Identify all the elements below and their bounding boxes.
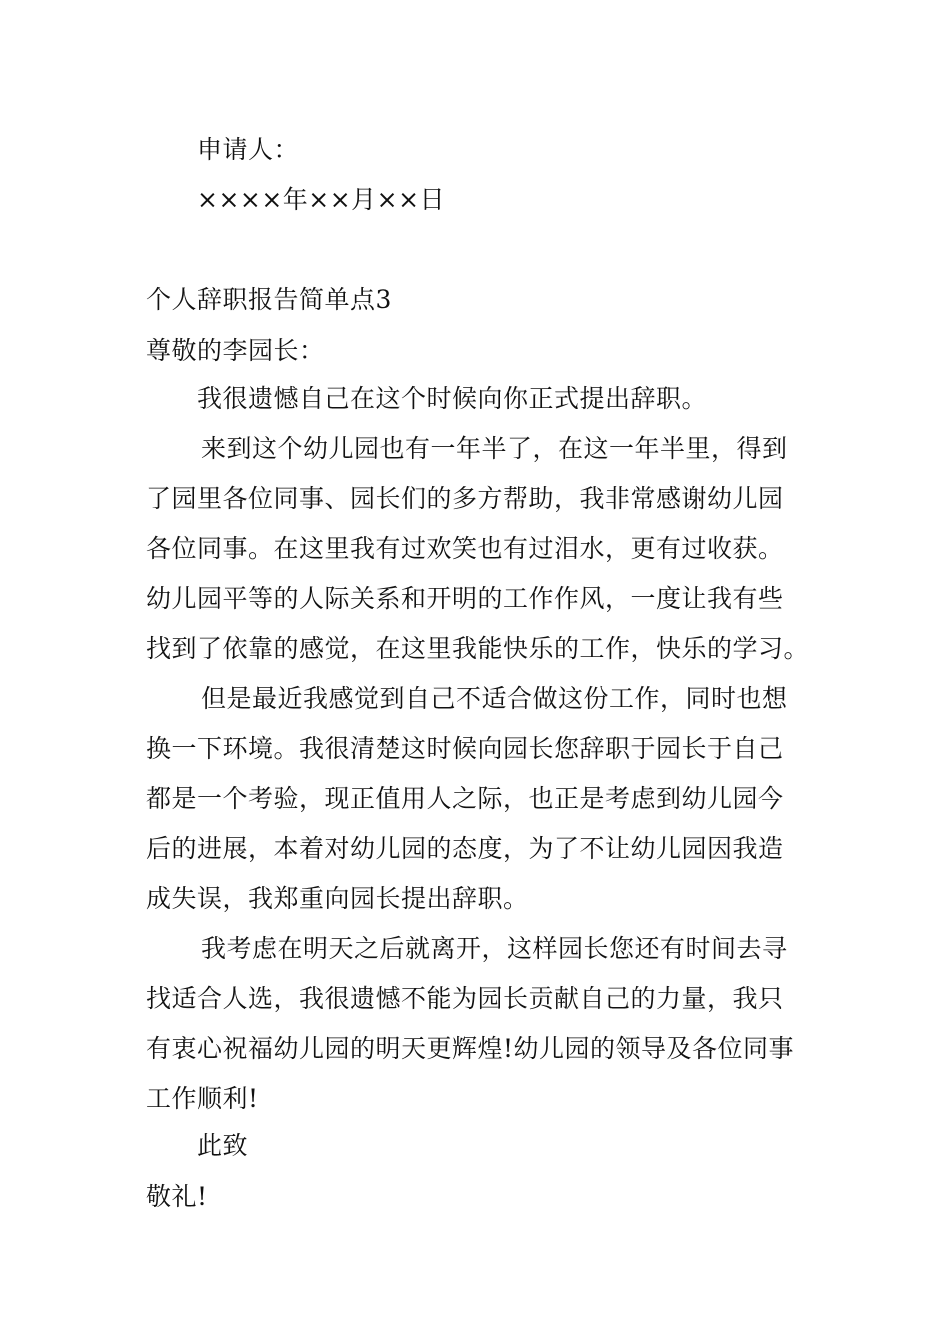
paragraph-line: 有衷心祝福幼儿园的明天更辉煌!幼儿园的领导及各位同事 <box>146 1034 795 1063</box>
paragraph-line: 都是一个考验，现正值用人之际，也正是考虑到幼儿园今 <box>146 784 784 813</box>
applicant-label: 申请人： <box>197 135 300 164</box>
closing-regards: 敬礼! <box>146 1182 208 1211</box>
salutation: 尊敬的李园长： <box>146 336 325 365</box>
paragraph-line: 找到了依靠的感觉，在这里我能快乐的工作，快乐的学习。 <box>146 634 810 663</box>
paragraph-line: 幼儿园平等的人际关系和开明的工作作风，一度让我有些 <box>146 584 784 613</box>
paragraph-line: 来到这个幼儿园也有一年半了，在这一年半里，得到 <box>201 434 788 463</box>
paragraph-line: 工作顺利! <box>146 1084 259 1113</box>
paragraph-line: 了园里各位同事、园长们的多方帮助，我非常感谢幼儿园 <box>146 484 784 513</box>
paragraph-line: 换一下环境。我很清楚这时候向园长您辞职于园长于自己 <box>146 734 784 763</box>
date-placeholder: ××××年××月××日 <box>197 185 446 214</box>
paragraph-line: 找适合人选，我很遗憾不能为园长贡献自己的力量，我只 <box>146 984 784 1013</box>
paragraph-line: 各位同事。在这里我有过欢笑也有过泪水，更有过收获。 <box>146 534 784 563</box>
paragraph-line: 我很遗憾自己在这个时候向你正式提出辞职。 <box>197 384 708 413</box>
section-title: 个人辞职报告简单点3 <box>146 285 392 314</box>
paragraph-line: 我考虑在明天之后就离开，这样园长您还有时间去寻 <box>201 934 788 963</box>
paragraph-line: 后的进展，本着对幼儿园的态度，为了不让幼儿园因我造 <box>146 834 784 863</box>
paragraph-line: 但是最近我感觉到自己不适合做这份工作，同时也想 <box>201 684 788 713</box>
closing-greeting: 此致 <box>197 1131 249 1160</box>
paragraph-line: 成失误，我郑重向园长提出辞职。 <box>146 884 529 913</box>
